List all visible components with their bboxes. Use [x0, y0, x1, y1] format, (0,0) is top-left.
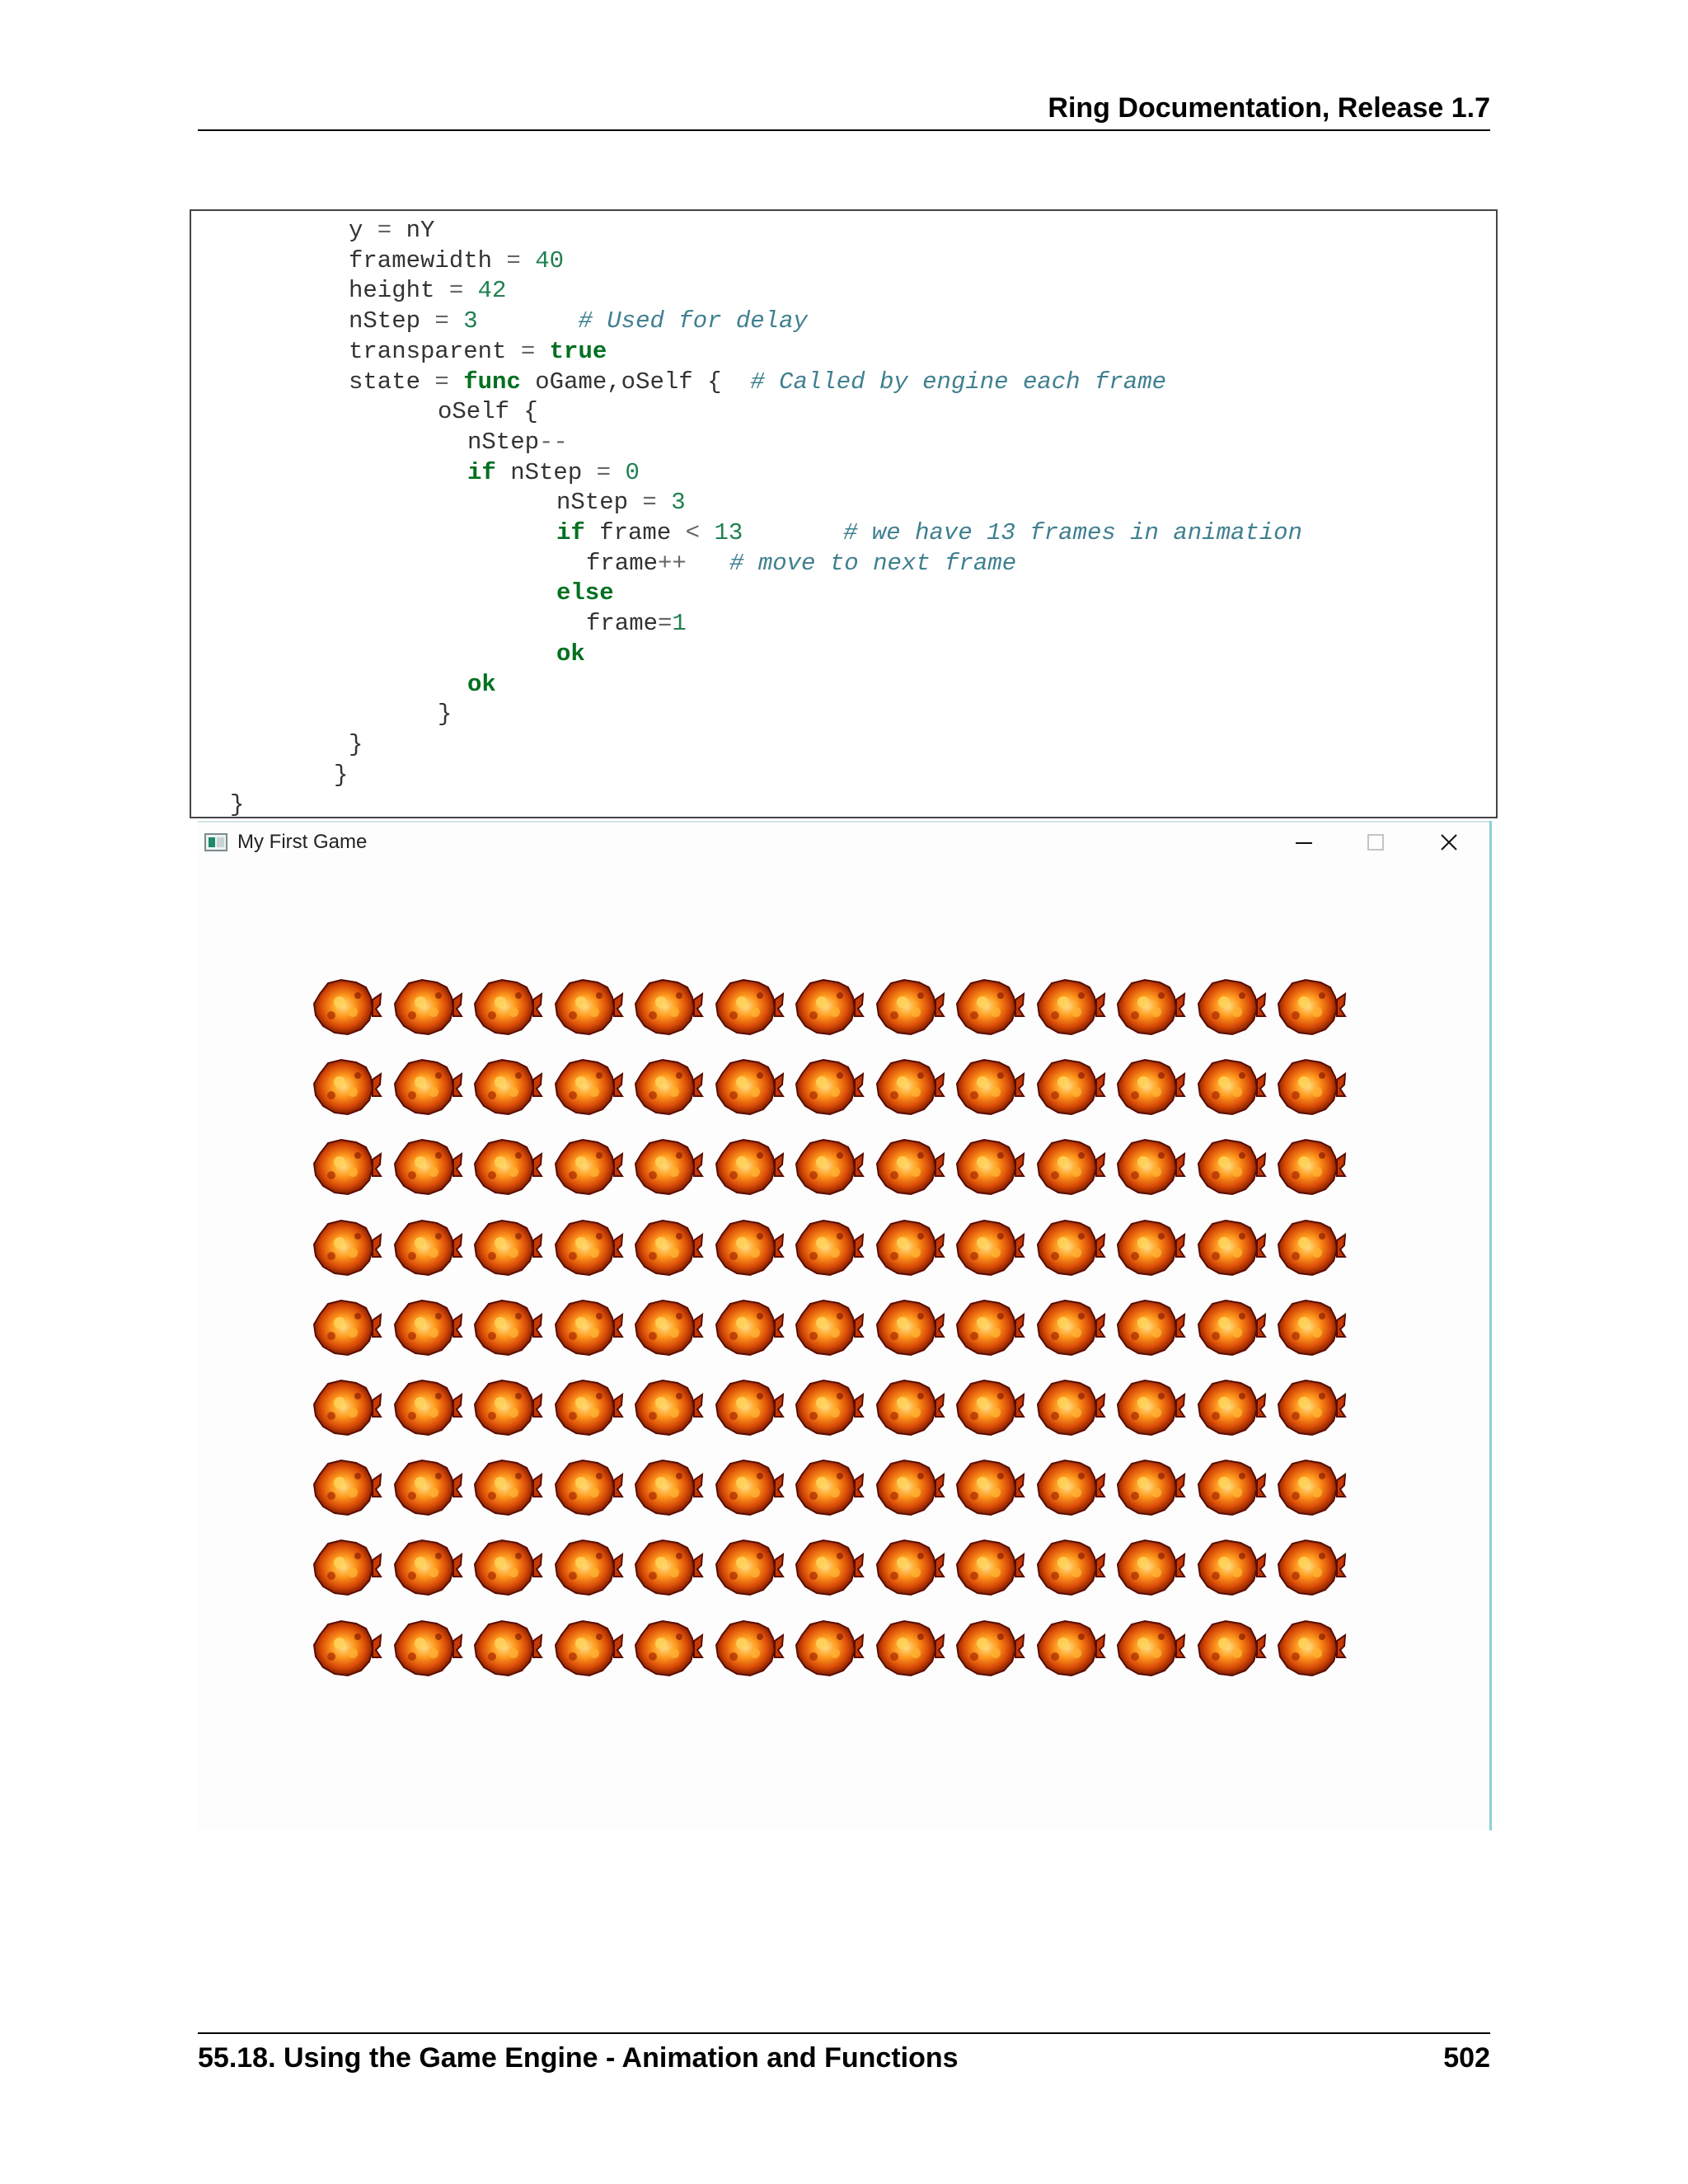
code-line [438, 396, 538, 427]
explosion-sprite [953, 1298, 1025, 1357]
code-token: 3 [671, 489, 686, 517]
code-token: ok [556, 640, 585, 668]
header-rule [198, 129, 1490, 131]
code-line [349, 306, 808, 336]
explosion-sprite [631, 1458, 704, 1517]
explosion-sprite [471, 1458, 543, 1517]
code-token: = [658, 610, 673, 638]
explosion-sprite [1114, 1619, 1186, 1678]
code-token: nStep [556, 489, 629, 517]
explosion-sprite [873, 1378, 945, 1437]
explosion-sprite [1194, 1458, 1267, 1517]
code-token [687, 550, 729, 577]
explosion-sprite [631, 977, 704, 1037]
code-token: } [230, 791, 245, 819]
code-line [556, 578, 614, 608]
code-token: 3 [463, 307, 478, 335]
explosion-sprite [1034, 1619, 1106, 1678]
explosion-sprite [873, 977, 945, 1037]
code-line [467, 427, 568, 457]
code-token: 1 [672, 610, 687, 638]
page-header-title: Ring Documentation, Release 1.7 [1048, 92, 1490, 124]
explosion-sprite [1114, 1137, 1186, 1197]
explosion-sprite [873, 1218, 945, 1277]
sprite-grid [198, 821, 1492, 1830]
explosion-sprite [391, 1619, 463, 1678]
explosion-sprite [1034, 1458, 1106, 1517]
code-line [467, 669, 496, 700]
explosion-sprite [792, 1137, 865, 1197]
code-line [556, 639, 585, 669]
explosion-sprite [953, 1218, 1025, 1277]
explosion-sprite [1194, 1137, 1267, 1197]
explosion-sprite [792, 977, 865, 1037]
explosion-sprite [1114, 1298, 1186, 1357]
explosion-sprite [792, 1298, 865, 1357]
explosion-sprite [792, 1057, 865, 1117]
code-token: if [556, 519, 585, 546]
explosion-sprite [471, 1057, 543, 1117]
code-line [586, 548, 1016, 579]
code-token: if [467, 458, 496, 486]
explosion-sprite [551, 1057, 624, 1117]
code-token: framewidth [349, 246, 493, 274]
explosion-sprite [631, 1298, 704, 1357]
explosion-sprite [310, 1218, 382, 1277]
code-token: oGame,oSelf { [520, 368, 751, 396]
code-token: else [556, 579, 614, 607]
explosion-sprite [1034, 1298, 1106, 1357]
explosion-sprite [471, 1298, 543, 1357]
explosion-sprite [712, 1378, 785, 1437]
code-line [349, 215, 434, 246]
explosion-sprite [471, 1538, 543, 1597]
code-token: = [628, 489, 672, 517]
explosion-sprite [1034, 1538, 1106, 1597]
explosion-sprite [391, 1298, 463, 1357]
code-line [349, 246, 564, 276]
code-line [349, 275, 506, 306]
code-token: nStep [349, 307, 421, 335]
explosion-sprite [551, 1298, 624, 1357]
code-line [467, 457, 640, 488]
explosion-sprite [873, 1458, 945, 1517]
code-token: oSelf { [438, 398, 538, 426]
explosion-sprite [1274, 1458, 1347, 1517]
code-token: -- [539, 428, 568, 456]
explosion-sprite [712, 1218, 785, 1277]
explosion-sprite [1274, 1057, 1347, 1117]
explosion-sprite [631, 1218, 704, 1277]
explosion-sprite [1274, 1538, 1347, 1597]
explosion-sprite [631, 1137, 704, 1197]
explosion-sprite [953, 977, 1025, 1037]
code-block [190, 209, 1498, 818]
explosion-sprite [391, 1137, 463, 1197]
explosion-sprite [953, 1137, 1025, 1197]
code-line [334, 760, 348, 790]
explosion-sprite [1194, 1619, 1267, 1678]
explosion-sprite [792, 1218, 865, 1277]
explosion-sprite [712, 1458, 785, 1517]
explosion-sprite [792, 1378, 865, 1437]
explosion-sprite [1274, 977, 1347, 1037]
explosion-sprite [310, 1298, 382, 1357]
code-line [586, 608, 687, 639]
code-token: } [349, 730, 363, 758]
explosion-sprite [953, 1378, 1025, 1437]
code-token: = [420, 307, 464, 335]
explosion-sprite [1194, 1298, 1267, 1357]
explosion-sprite [1034, 1218, 1106, 1277]
explosion-sprite [953, 1538, 1025, 1597]
explosion-sprite [873, 1298, 945, 1357]
explosion-sprite [792, 1619, 865, 1678]
code-line [438, 699, 452, 729]
explosion-sprite [310, 1619, 382, 1678]
explosion-sprite [1114, 977, 1186, 1037]
explosion-sprite [310, 1057, 382, 1117]
explosion-sprite [1194, 977, 1267, 1037]
code-token: y [349, 217, 363, 244]
explosion-sprite [873, 1619, 945, 1678]
explosion-sprite [1194, 1378, 1267, 1437]
code-token [743, 519, 843, 546]
code-token: frame [586, 610, 659, 638]
code-line [349, 367, 1166, 397]
explosion-sprite [310, 1378, 382, 1437]
code-token: # move to next frame [729, 549, 1017, 577]
game-window[interactable] [198, 821, 1492, 1830]
code-token: 42 [477, 277, 507, 305]
code-token: # Used for delay [578, 307, 808, 335]
code-token: = [363, 217, 406, 244]
code-token: # we have 13 frames in animation [843, 519, 1302, 546]
explosion-sprite [1114, 1458, 1186, 1517]
code-token: = [492, 246, 536, 274]
explosion-sprite [631, 1378, 704, 1437]
explosion-sprite [631, 1057, 704, 1117]
code-line [230, 790, 244, 820]
window-title: My First Game [237, 831, 368, 853]
explosion-sprite [1034, 1378, 1106, 1437]
explosion-sprite [1114, 1057, 1186, 1117]
explosion-sprite [873, 1137, 945, 1197]
explosion-sprite [551, 1218, 624, 1277]
code-token: } [334, 761, 349, 789]
explosion-sprite [471, 1218, 543, 1277]
code-token: nStep [495, 458, 597, 486]
explosion-sprite [471, 1619, 543, 1678]
explosion-sprite [873, 1057, 945, 1117]
code-token: nY [406, 217, 435, 244]
window-right-border [1489, 821, 1492, 1830]
explosion-sprite [712, 1538, 785, 1597]
explosion-sprite [712, 1137, 785, 1197]
explosion-sprite [1034, 1137, 1106, 1197]
code-token: height [349, 277, 435, 305]
explosion-sprite [310, 1538, 382, 1597]
code-token: frame [586, 549, 659, 577]
footer-section-title: 55.18. Using the Game Engine - Animation and Functions [198, 2042, 959, 2074]
code-token: 40 [535, 246, 565, 274]
code-token: ++ [658, 549, 687, 577]
explosion-sprite [1274, 1378, 1347, 1437]
code-token: < [685, 519, 715, 546]
explosion-sprite [631, 1538, 704, 1597]
explosion-sprite [391, 1057, 463, 1117]
explosion-sprite [631, 1619, 704, 1678]
explosion-sprite [1114, 1378, 1186, 1437]
explosion-sprite [471, 977, 543, 1037]
code-line [556, 487, 686, 518]
code-token: = [420, 368, 464, 396]
explosion-sprite [953, 1057, 1025, 1117]
explosion-sprite [391, 1458, 463, 1517]
code-token: = [434, 277, 478, 305]
code-token: true [549, 337, 607, 365]
explosion-sprite [391, 1218, 463, 1277]
code-token: state [349, 368, 421, 396]
explosion-sprite [391, 1538, 463, 1597]
explosion-sprite [551, 1137, 624, 1197]
explosion-sprite [471, 1137, 543, 1197]
explosion-sprite [310, 1458, 382, 1517]
code-token: nStep [467, 428, 540, 456]
explosion-sprite [551, 1378, 624, 1437]
code-token: frame [584, 519, 686, 546]
code-token: = [596, 458, 626, 486]
explosion-sprite [1114, 1218, 1186, 1277]
explosion-sprite [712, 1619, 785, 1678]
code-token: func [463, 368, 521, 396]
explosion-sprite [471, 1378, 543, 1437]
code-token: ok [467, 670, 496, 698]
explosion-sprite [1034, 1057, 1106, 1117]
explosion-sprite [1274, 1137, 1347, 1197]
explosion-sprite [712, 1057, 785, 1117]
explosion-sprite [1194, 1538, 1267, 1597]
explosion-sprite [792, 1538, 865, 1597]
explosion-sprite [1274, 1619, 1347, 1678]
explosion-sprite [953, 1458, 1025, 1517]
explosion-sprite [873, 1538, 945, 1597]
explosion-sprite [1194, 1218, 1267, 1277]
explosion-sprite [712, 977, 785, 1037]
explosion-sprite [551, 1458, 624, 1517]
code-token [478, 307, 579, 335]
code-token: } [438, 701, 452, 729]
explosion-sprite [1114, 1538, 1186, 1597]
explosion-sprite [391, 1378, 463, 1437]
explosion-sprite [551, 977, 624, 1037]
code-token: transparent [349, 337, 507, 365]
code-token: # Called by engine each frame [750, 368, 1166, 396]
code-line [349, 729, 363, 760]
explosion-sprite [1194, 1057, 1267, 1117]
explosion-sprite [792, 1458, 865, 1517]
explosion-sprite [391, 977, 463, 1037]
explosion-sprite [1274, 1218, 1347, 1277]
code-line [349, 336, 607, 367]
explosion-sprite [712, 1298, 785, 1357]
explosion-sprite [1034, 977, 1106, 1037]
explosion-sprite [551, 1538, 624, 1597]
footer-rule [198, 2032, 1490, 2034]
code-token: 13 [714, 519, 743, 546]
code-token: = [506, 337, 550, 365]
explosion-sprite [310, 1137, 382, 1197]
footer-page-number: 502 [1443, 2042, 1490, 2074]
explosion-sprite [310, 977, 382, 1037]
explosion-sprite [953, 1619, 1025, 1678]
explosion-sprite [1274, 1298, 1347, 1357]
code-line [556, 518, 1302, 548]
code-token: 0 [625, 458, 640, 486]
explosion-sprite [551, 1619, 624, 1678]
